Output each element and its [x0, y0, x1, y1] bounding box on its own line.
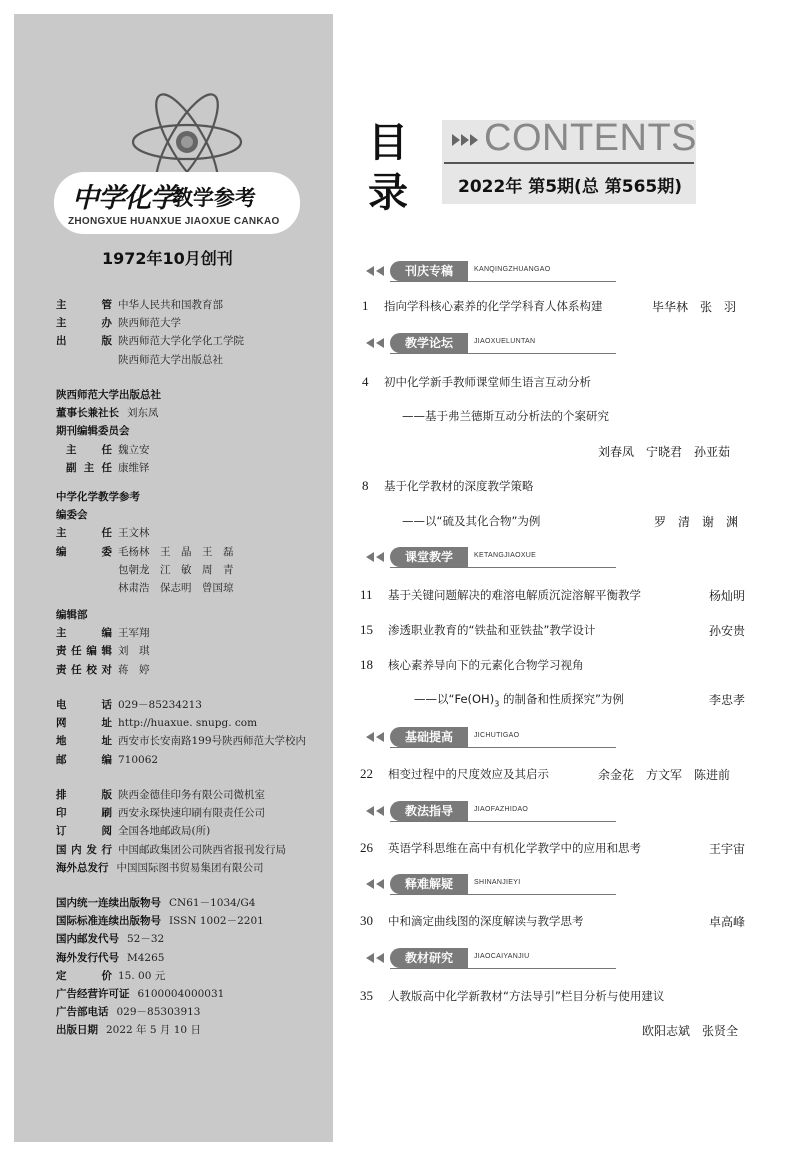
info-key: 编 委 [56, 545, 112, 558]
article-authors: 王宇宙 [709, 842, 746, 856]
press-heading: 陕西师范大学出版总社 [56, 389, 161, 401]
toc-entry[interactable] [360, 988, 664, 1004]
article-authors: 罗 清 谢 渊 [654, 515, 739, 529]
section-chevron-icon [364, 805, 388, 817]
info-value: 52－32 [127, 933, 165, 946]
page-number: 1 [362, 298, 369, 313]
section-header [364, 947, 624, 969]
publication-numbers [56, 894, 264, 1040]
toc-heading-char: 目 [368, 120, 408, 166]
info-value: 王文林 [118, 527, 150, 540]
page-number: 4 [362, 374, 369, 389]
page-number: 8 [362, 478, 369, 493]
info-value: 陕西师范大学出版总社 [118, 353, 223, 366]
publisher-info [56, 296, 244, 369]
info-value: M4265 [127, 951, 165, 964]
section-pinyin: KETANGJIAOXUE [474, 552, 537, 559]
info-value: ISSN 1002－2201 [169, 915, 264, 928]
info-key: 邮 编 [56, 753, 112, 766]
info-key: 排 版 [56, 789, 112, 801]
section-rule [390, 281, 616, 282]
section-rule [390, 968, 616, 969]
info-key: 董事长兼社长 [56, 407, 119, 420]
info-value: 中华人民共和国教育部 [118, 299, 223, 311]
article-subtitle: ——基于弗兰德斯互动分析法的个案研究 [402, 409, 609, 423]
price-value: 15. 00 元 [118, 969, 166, 982]
article-authors: 卓高峰 [709, 915, 746, 929]
toc-entry[interactable] [360, 622, 595, 638]
section-pinyin: SHINANJIEYI [474, 879, 521, 886]
journal-title-pinyin: ZHONGXUE HUANXUE JIAOXUE CANKAO [68, 216, 280, 227]
info-value: 陕西师范大学化学化工学院 [118, 335, 244, 348]
article-title: 基于化学教材的深度教学策略 [384, 479, 534, 493]
section-rule [390, 747, 616, 748]
section-header [364, 332, 624, 354]
subtitle-part: ——以“Fe(OH) [414, 692, 495, 706]
section-label: 释难解疑 [390, 874, 468, 894]
article-title: 英语学科思维在高中有机化学教学中的应用和思考 [388, 841, 641, 855]
section-label: 教学论坛 [390, 333, 468, 353]
info-key: 电 话 [56, 699, 112, 711]
journal-title-cn: 中学化学 [72, 183, 176, 214]
section-rule [390, 821, 616, 822]
article-subtitle: ——以“硫及其化合物”为例 [402, 514, 541, 528]
info-key: 主 办 [56, 317, 112, 330]
info-key: 国际标准连续出版物号 [56, 915, 161, 928]
info-key: 责任编辑 [56, 645, 112, 658]
section-label: 课堂教学 [390, 547, 468, 567]
article-title: 基于关键问题解决的难溶电解质沉淀溶解平衡教学 [388, 588, 641, 602]
section-chevron-icon [364, 878, 388, 890]
info-value: 中国国际图书贸易集团有限公司 [116, 861, 264, 874]
section-label: 教法指导 [390, 801, 468, 821]
toc-entry[interactable] [360, 657, 584, 673]
info-key: 责任校对 [56, 663, 112, 676]
info-key: 网 址 [56, 717, 112, 730]
toc-entry[interactable] [362, 374, 591, 390]
toc-heading [368, 118, 438, 218]
info-key: 印 刷 [56, 807, 112, 820]
section-chevron-icon [364, 551, 388, 563]
founded-date: 1972年10月创刊 [102, 249, 233, 268]
info-key: 主 管 [56, 299, 112, 311]
info-value: 6100004000031 [137, 988, 225, 1001]
subtitle-subscript: 3 [494, 699, 500, 709]
section-rule [390, 894, 616, 895]
page-number: 15 [360, 622, 373, 637]
info-value: 中国邮政集团公司陕西省报刊发行局 [118, 843, 286, 856]
info-key: 海外总发行 [56, 861, 109, 874]
address-value: 西安市长安南路199号陕西师范大学校内 [118, 735, 307, 748]
board-subheading: 编委会 [56, 509, 88, 522]
section-chevron-icon [364, 265, 388, 277]
section-header [364, 800, 624, 822]
toc-entry[interactable] [360, 587, 641, 603]
info-value: CN61－1034/G4 [169, 897, 256, 909]
info-key: 副主任 [66, 461, 112, 474]
journal-subtitle-cn: 教学参考 [172, 186, 256, 210]
info-key: 订 阅 [56, 825, 112, 838]
section-pinyin: KANQINGZHUANGAO [474, 266, 551, 273]
info-value: 康维铎 [118, 461, 150, 474]
article-title: 人教版高中化学新教材“方法导引”栏目分析与使用建议 [388, 989, 665, 1003]
dept-heading: 编辑部 [56, 609, 88, 621]
article-authors: 杨灿明 [709, 589, 746, 603]
info-key: 海外发行代号 [56, 951, 119, 964]
contents-title: CONTENTS [484, 117, 697, 159]
info-key: 地 址 [56, 735, 112, 748]
page-number: 18 [360, 657, 373, 672]
toc-entry[interactable] [362, 478, 534, 494]
board-heading: 中学化学教学参考 [56, 491, 140, 503]
editorial-board [56, 488, 234, 597]
contact-info [56, 696, 306, 769]
masthead-panel [14, 14, 333, 1142]
info-key: 国内统一连续出版物号 [56, 897, 161, 909]
info-key: 主 任 [56, 527, 112, 540]
info-key: 国内邮发代号 [56, 933, 119, 946]
article-subtitle [414, 691, 624, 708]
info-value: 西安永琛快速印刷有限责任公司 [118, 807, 265, 820]
section-rule [390, 567, 616, 568]
info-key: 主 任 [66, 443, 112, 456]
section-pinyin: JICHUTIGAO [474, 732, 520, 739]
contents-divider [444, 162, 694, 164]
section-label: 刊庆专稿 [390, 261, 468, 281]
section-chevron-icon [364, 337, 388, 349]
info-key: 主 编 [56, 627, 112, 640]
section-header [364, 260, 624, 282]
section-label: 基础提高 [390, 727, 468, 747]
article-title: 渗透职业教育的“铁盐和亚铁盐”教学设计 [388, 623, 596, 637]
page-number: 35 [360, 988, 373, 1003]
double-chevron-icon [450, 132, 484, 148]
toc-entry[interactable] [360, 766, 549, 782]
journal-logo [54, 172, 300, 234]
toc-entry[interactable] [362, 298, 603, 314]
info-value: 王军翔 [118, 627, 150, 640]
article-authors: 毕华林 张 羽 [652, 300, 737, 314]
editorial-dept [56, 606, 150, 679]
section-pinyin: JIAOFAZHIDAO [474, 806, 529, 813]
article-authors: 孙安贵 [709, 624, 746, 638]
section-pinyin: JIAOCAIYANJIU [474, 953, 530, 960]
subtitle-part: 的制备和性质探究”为例 [499, 692, 624, 706]
page-number: 11 [360, 587, 373, 602]
committee-heading: 期刊编辑委员会 [56, 425, 130, 438]
page-number: 30 [360, 913, 373, 928]
section-header [364, 873, 624, 895]
issue-number: 2022年 第5期(总 第565期) [458, 177, 683, 197]
section-rule [390, 353, 616, 354]
page-number: 22 [360, 766, 373, 781]
info-key: 定 价 [56, 969, 112, 982]
info-key: 出 版 [56, 335, 112, 348]
printing-info [56, 786, 286, 877]
section-chevron-icon [364, 952, 388, 964]
article-title: 相变过程中的尺度效应及其启示 [388, 767, 549, 781]
info-value: 魏立安 [118, 443, 150, 456]
section-pinyin: JIAOXUELUNTAN [474, 338, 536, 345]
section-label: 教材研究 [390, 948, 468, 968]
article-title: 中和滴定曲线图的深度解读与教学思考 [388, 914, 584, 928]
info-value: 林肃浩 保志明 曾国琼 [118, 582, 234, 595]
info-value: 陕西金德佳印务有限公司微机室 [118, 789, 265, 801]
info-value: 029－85303913 [116, 1006, 201, 1019]
article-authors: 余金花 方文军 陈进前 [598, 768, 731, 782]
info-key: 广告经营许可证 [56, 988, 130, 1001]
info-key: 广告部电话 [56, 1006, 109, 1019]
info-value: 蒋 婷 [118, 663, 150, 676]
info-value: 包朝龙 江 敏 周 青 [118, 563, 234, 576]
phone-value: 029－85234213 [118, 699, 202, 711]
section-header [364, 726, 624, 748]
section-chevron-icon [364, 731, 388, 743]
info-value: 刘东凤 [127, 407, 159, 420]
info-key: 国内发行 [56, 843, 112, 856]
page-number: 26 [360, 840, 373, 855]
info-value: 全国各地邮政局(所) [118, 825, 211, 838]
publish-date: 2022 年 5 月 10 日 [106, 1024, 201, 1037]
section-header [364, 546, 624, 568]
article-authors: 欧阳志斌 张贤全 [642, 1024, 739, 1038]
postcode-value: 710062 [118, 753, 159, 766]
info-value: 陕西师范大学 [118, 317, 181, 330]
info-value: 刘 琪 [118, 645, 150, 658]
toc-heading-char: 录 [368, 170, 408, 216]
article-authors: 李忠孝 [709, 693, 746, 707]
press-info [56, 386, 161, 477]
toc-entry[interactable] [360, 913, 584, 929]
article-title: 核心素养导向下的元素化合物学习视角 [388, 658, 584, 672]
info-key: 出版日期 [56, 1024, 98, 1037]
article-title: 指向学科核心素养的化学学科育人体系构建 [384, 299, 603, 313]
info-value: 毛杨林 王 晶 王 磊 [118, 545, 234, 558]
article-authors: 刘春凤 宁晓君 孙亚茹 [598, 445, 731, 459]
article-title: 初中化学新手教师课堂师生语言互动分析 [384, 375, 591, 389]
website-link[interactable]: http://huaxue. snupg. com [118, 717, 258, 730]
toc-entry[interactable] [360, 840, 641, 856]
